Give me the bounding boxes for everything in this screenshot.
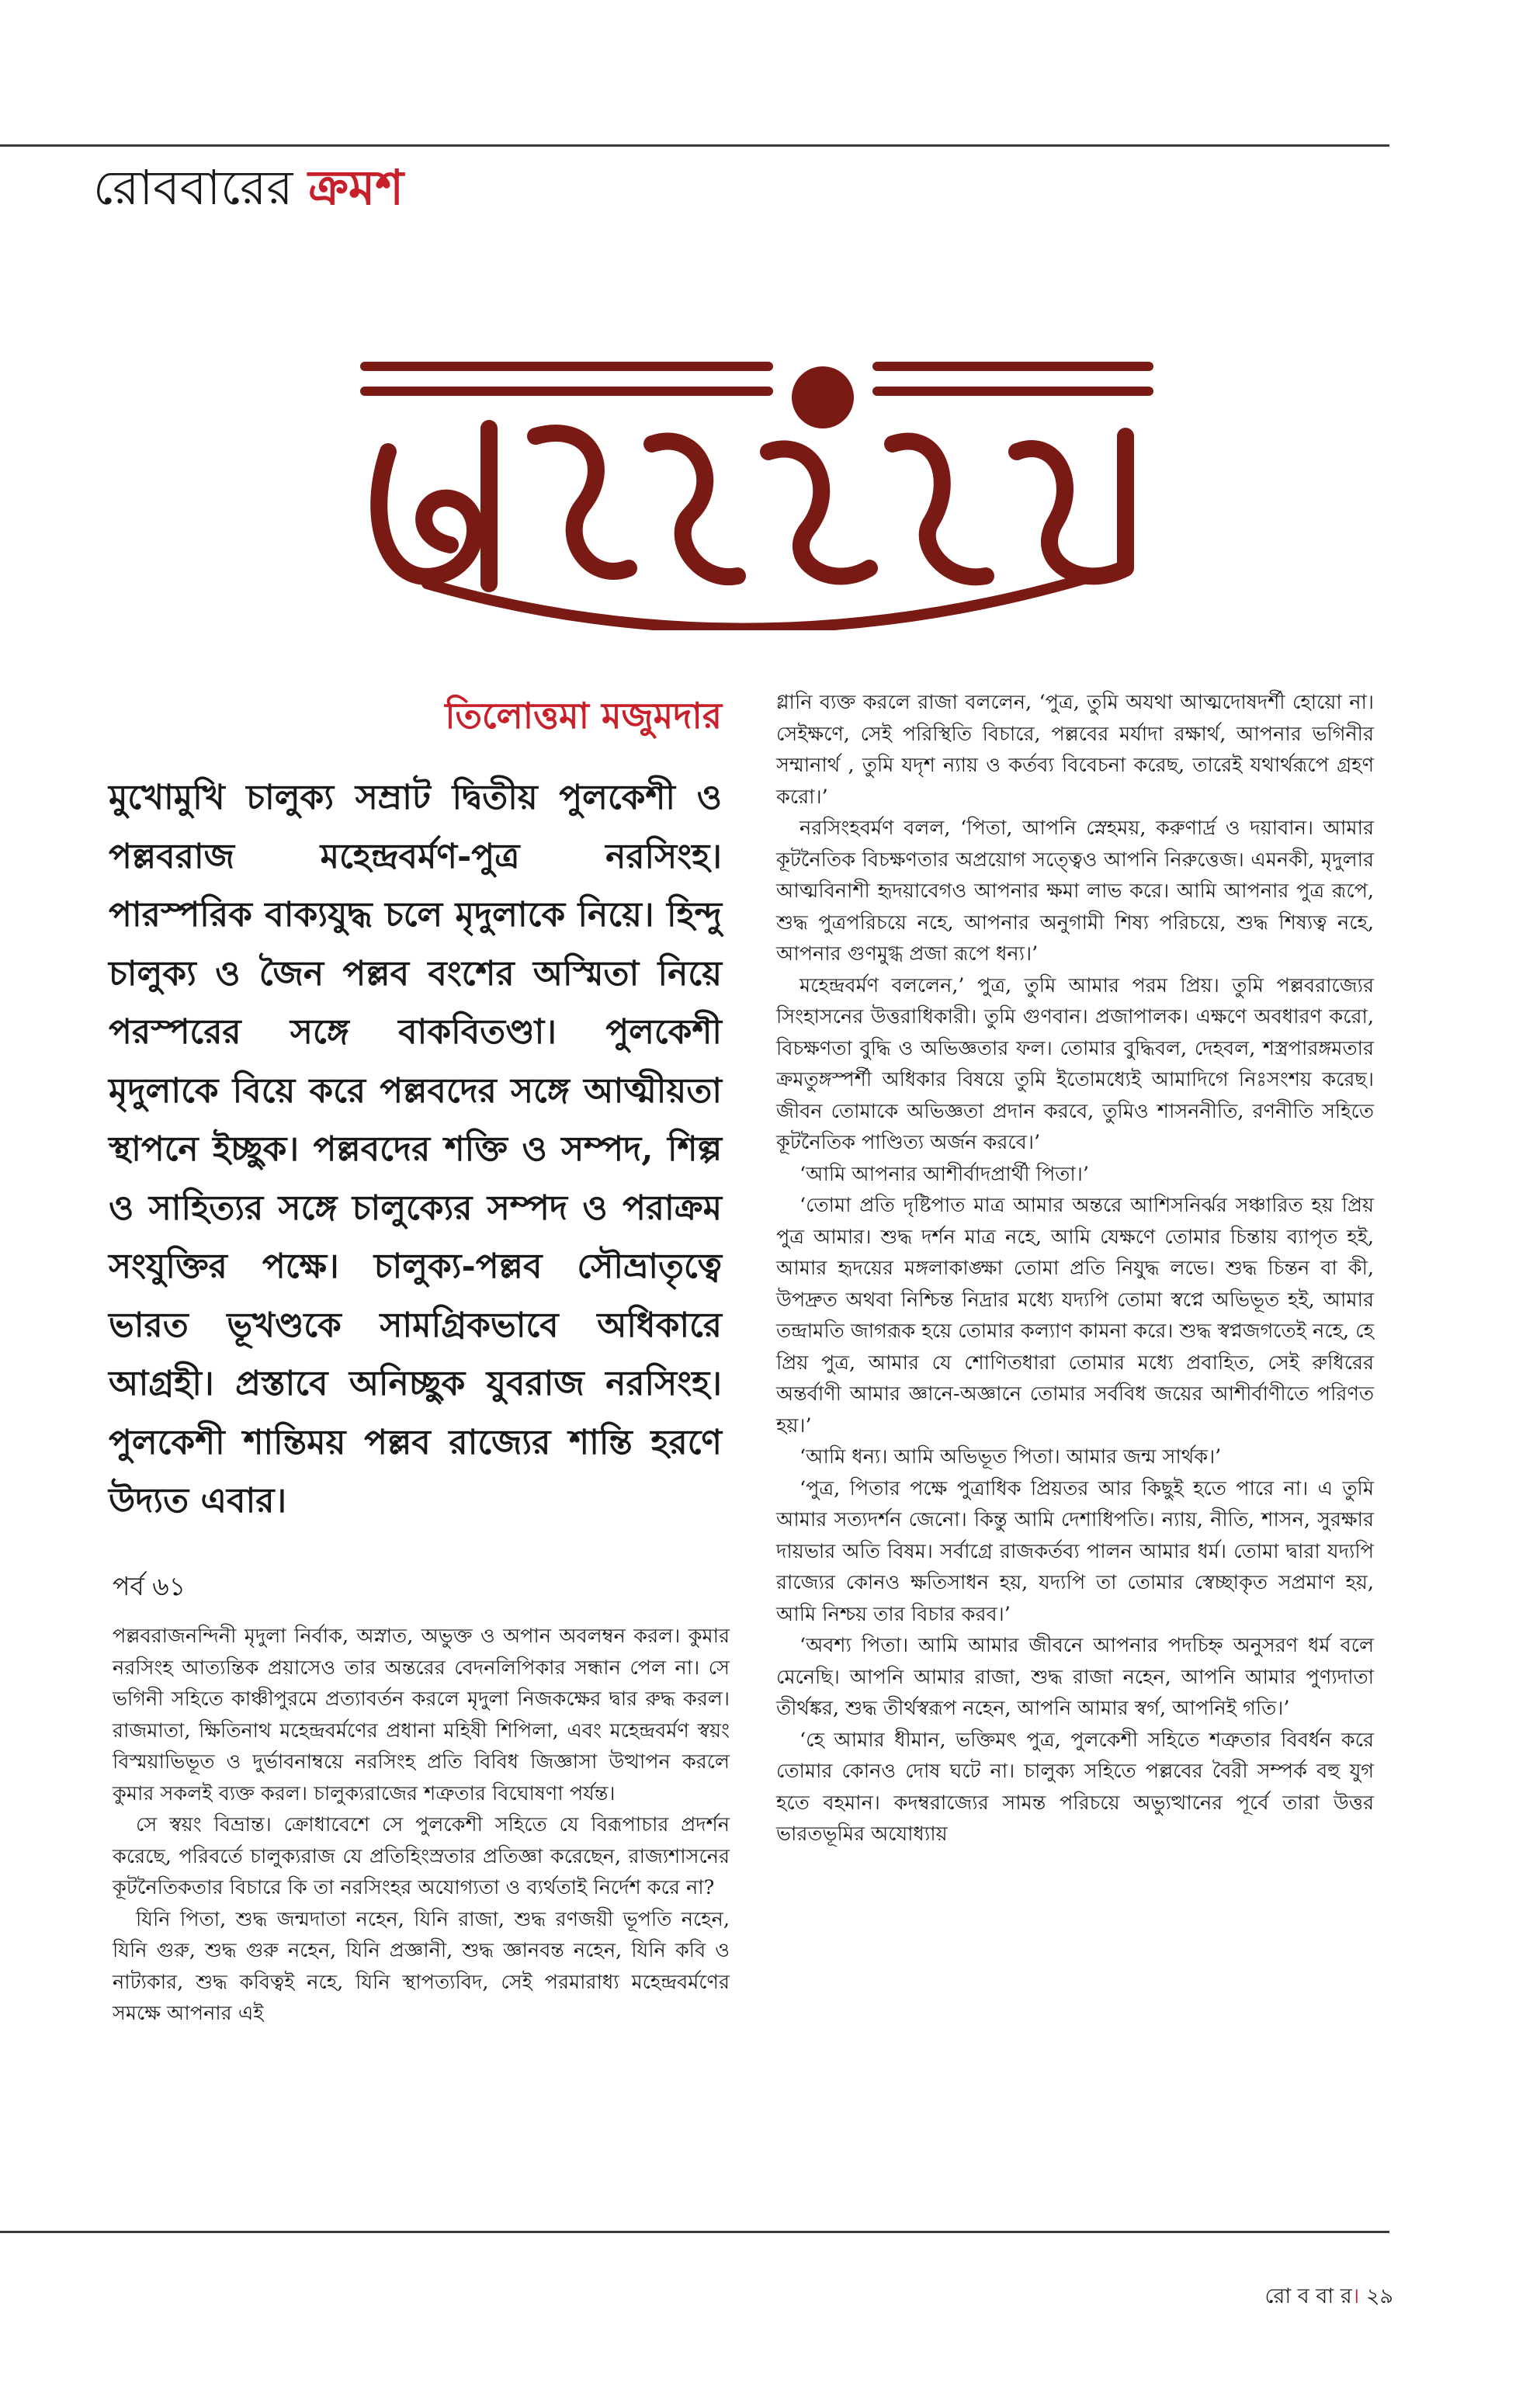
- section-label: [93, 159, 404, 217]
- body-paragraph: ‘অবশ্য পিতা। আমি আমার জীবনে আপনার পদচিহ্ন অনুসরণ ধর্ম বলে মেনেছি। আপনি আমার রাজা, শুদ্ধ রাজা নহেন, আপনি আমার পুণ্যদাতা তীর্থঙ্কর, শুদ্ধ তীর্থস্বরূপ নহেন, আপনি আমার স্বর্গ, আপনিই গতি।’: [776, 1634, 1374, 1720]
- body-paragraph: গ্লানি ব্যক্ত করলে রাজা বললেন, ‘পুত্র, তুমি অযথা আত্মদোষদর্শী হোয়ো না। সেইক্ষণে, সেই পরিস্থিতি বিচারে, পল্লবের মর্যাদা রক্ষার্থ, আপনার ভগিনীর সম্মানার্থ , তুমি যদৃশ ন্যায় ও কর্তব্য বিবেচনা করেছ, তারেই যথার্থরূপে গ্রহণ করো।’: [776, 691, 1374, 809]
- page-number: ২৯: [1365, 2284, 1393, 2308]
- page-footer: [1250, 2280, 1393, 2315]
- section-label-plain: রোববারের: [93, 159, 293, 216]
- bottom-rule: [0, 2231, 1389, 2233]
- article-intro: মুখোমুখি চালুক্য সম্রাট দ্বিতীয় পুলকেশী ও পল্লবরাজ মহেন্দ্রবর্মণ-পুত্র নরসিংহ। পারস্পরিক বাক্যযুদ্ধ চলে মৃদুলাকে নিয়ে। হিন্দু চালুক্য ও জৈন পল্লব বংশের অস্মিতা নিয়ে পরস্পরের সঙ্গে বাকবিতণ্ডা। পুলকেশী মৃদুলাকে বিয়ে করে পল্লবদের সঙ্গে আত্মীয়তা স্থাপনে ইচ্ছুক। পল্লবদের শক্তি ও সম্পদ, শিল্প ও সাহিত্যর সঙ্গে চালুক্যের সম্পদ ও পরাক্রম সংযুক্তির পক্ষে। চালুক্য-পল্লব সৌভ্রাতৃত্বে ভারত ভূখণ্ডকে সামগ্রিকভাবে অধিকারে আগ্রহী। প্রস্তাবে অনিচ্ছুক যুবরাজ নরসিংহ। পুলকেশী শান্তিময় পল্লব রাজ্যের শান্তি হরণে উদ্যত এবার।: [109, 778, 722, 1521]
- magazine-name: রো ব বা র: [1264, 2284, 1352, 2308]
- body-paragraph: ‘হে আমার ধীমান, ভক্তিমৎ পুত্র, পুলকেশী সহিতে শত্রুতার বিবর্ধন করে তোমার কোনও দোষ ঘটে না। চালুক্য সহিতে পল্লবের বৈরী সম্পর্ক বহু যুগ হতে বহমান। কদম্বরাজ্যের সামন্ত পরিচয়ে অভ্যুত্থানের পূর্বে তারা উত্তর ভারতভূমির অযোধ্যায়: [776, 1728, 1374, 1846]
- episode-label: পর্ব ৬১: [113, 1571, 186, 1601]
- article-body-right-column: [776, 687, 1374, 1850]
- body-paragraph: নরসিংহবর্মণ বলল, ‘পিতা, আপনি স্নেহময়, করুণার্দ্র ও দয়াবান। আমার কূটনৈতিক বিচক্ষণতার অপ্রয়োগ সত্ত্বেও আপনি নিরুত্তেজ। এমনকী, মৃদুলার আত্মবিনাশী হৃদয়াবেগও আপনার ক্ষমা লাভ করে। আমি আপনার পুত্র রূপে, শুদ্ধ পুত্রপরিচয়ে নহে, আপনার অনুগামী শিষ্য পরিচয়ে, শুদ্ধ শিষ্যত্ব নহে, আপনার গুণমুগ্ধ প্রজা রূপে ধন্য।’: [776, 817, 1374, 966]
- author-name: তিলোত্তমা মজুমদার: [445, 695, 722, 737]
- masthead-logo-art: [334, 351, 1172, 630]
- body-paragraph: ‘আমি ধন্য। আমি অভিভূত পিতা। আমার জন্ম সার্থক।’: [799, 1445, 1222, 1469]
- masthead-logo: [334, 351, 1172, 630]
- top-rule: [0, 144, 1389, 147]
- body-paragraph: ‘পুত্র, পিতার পক্ষে পুত্রাধিক প্রিয়তর আর কিছুই হতে পারে না। এ তুমি আমার সত্যদর্শন জেনো। কিন্তু আমি দেশাধিপতি। ন্যায়, নীতি, শাসন, সুরক্ষার দায়ভার অতি বিষম। সর্বাগ্রে রাজকর্তব্য পালন আমার ধর্ম। তোমা দ্বারা যদ্যপি রাজ্যের কোনও ক্ষতিসাধন হয়, যদ্যপি তা তোমার স্বেচ্ছাকৃত সপ্রমাণ হয়, আমি নিশ্চয় তার বিচার করব।’: [776, 1476, 1374, 1626]
- body-paragraph: পল্লবরাজনন্দিনী মৃদুলা নির্বাক, অস্নাত, অভুক্ত ও অপান অবলম্বন করল। কুমার নরসিংহ আত্যন্তিক প্রয়াসেও তার অন্তরের বেদনলিপিকার সন্ধান পেল না। সে ভগিনী সহিতে কাঞ্চীপুরমে প্রত্যাবর্তন করলে মৃদুলা নিজকক্ষের দ্বার রুদ্ধ করল। রাজমাতা, ক্ষিতিনাথ মহেন্দ্রবর্মণের প্রধানা মহিষী শিপিলা, এবং মহেন্দ্রবর্মণ স্বয়ং বিস্ময়াভিভূত ও দুর্ভাবনাম্বয়ে নরসিংহ প্রতি বিবিধ জিজ্ঞাসা উত্থাপন করলে কুমার সকলই ব্যক্ত করল। চালুক্যরাজের শত্রুতার বিঘোষণা পর্যন্ত।: [113, 1625, 730, 1805]
- body-paragraph: ‘তোমা প্রতি দৃষ্টিপাত মাত্র আমার অন্তরে আশিসনির্ঝর সঞ্চারিত হয় প্রিয় পুত্র আমার। শুদ্ধ দর্শন মাত্র নহে, আমি যেক্ষণে তোমার চিন্তায় ব্যাপৃত হই, আমার হৃদয়ের মঙ্গলাকাঙ্ক্ষা তোমা প্রতি নিযুদ্ধ লভে। শুদ্ধ চিন্তন বা কী, উপদ্রুত অথবা নিশ্চিন্ত নিদ্রার মধ্যে যদ্যপি তোমা স্বপ্নে অভিভূত হই, আমার তন্দ্রামতি জাগরূক হয়ে তোমার কল্যাণ কামনা করে। শুদ্ধ স্বপ্নজগতেই নহে, হে প্রিয় পুত্র, আমার যে শোণিতধারা তোমার মধ্যে প্রবাহিত, সেই রুধিরের অন্তর্বাণী আমার জ্ঞানে-অজ্ঞানে তোমার সর্ববিধ জয়ের আশীর্বাণীতে পরিণত হয়।’: [776, 1194, 1374, 1438]
- body-paragraph: মহেন্দ্রবর্মণ বললেন,’ পুত্র, তুমি আমার পরম প্রিয়। তুমি পল্লবরাজ্যের সিংহাসনের উত্তরাধিকারী। তুমি গুণবান। প্রজাপালক। এক্ষণে অবধারণ করো, বিচক্ষণতা বুদ্ধি ও অভিজ্ঞতার ফল। তোমার বুদ্ধিবল, দেহবল, শস্ত্রপারঙ্গমতার ক্রমতুঙ্গস্পর্শী অধিকার বিষয়ে তুমি ইতোমধ্যেই আমাদিগে নিঃসংশয় করেছ। জীবন তোমাকে অভিজ্ঞতা প্রদান করবে, তুমিও শাসননীতি, রণনীতি সহিতে কূটনৈতিক পাণ্ডিত্য অর্জন করবে।’: [776, 973, 1374, 1154]
- article-body-left-column: [113, 1621, 730, 2030]
- section-label-accent: ক্রমশ: [308, 159, 404, 216]
- body-paragraph: সে স্বয়ং বিভ্রান্ত। ক্রোধাবেশে সে পুলকেশী সহিতে যে বিরূপাচার প্রদর্শন করেছে, পরিবর্তে চালুক্যরাজ যে প্রতিহিংস্রতার প্রতিজ্ঞা করেছেন, রাজ্যশাসনের কূটনৈতিকতার বিচারে কি তা নরসিংহর অযোগ্যতা ও ব্যর্থতাই নির্দেশ করে না?: [113, 1813, 730, 1899]
- body-paragraph: যিনি পিতা, শুদ্ধ জন্মদাতা নহেন, যিনি রাজা, শুদ্ধ রণজয়ী ভূপতি নহেন, যিনি গুরু, শুদ্ধ গুরু নহেন, যিনি প্রজ্ঞানী, শুদ্ধ জ্ঞানবন্ত নহেন, যিনি কবি ও নাট্যকার, শুদ্ধ কবিত্বই নহে, যিনি স্থাপত্যবিদ, সেই পরমারাধ্য মহেন্দ্রবর্মণের সমক্ষে আপনার এই: [113, 1907, 730, 2025]
- folio-separator: ।: [1351, 2284, 1360, 2308]
- body-paragraph: ‘আমি আপনার আশীর্বাদপ্রার্থী পিতা।’: [799, 1162, 1090, 1186]
